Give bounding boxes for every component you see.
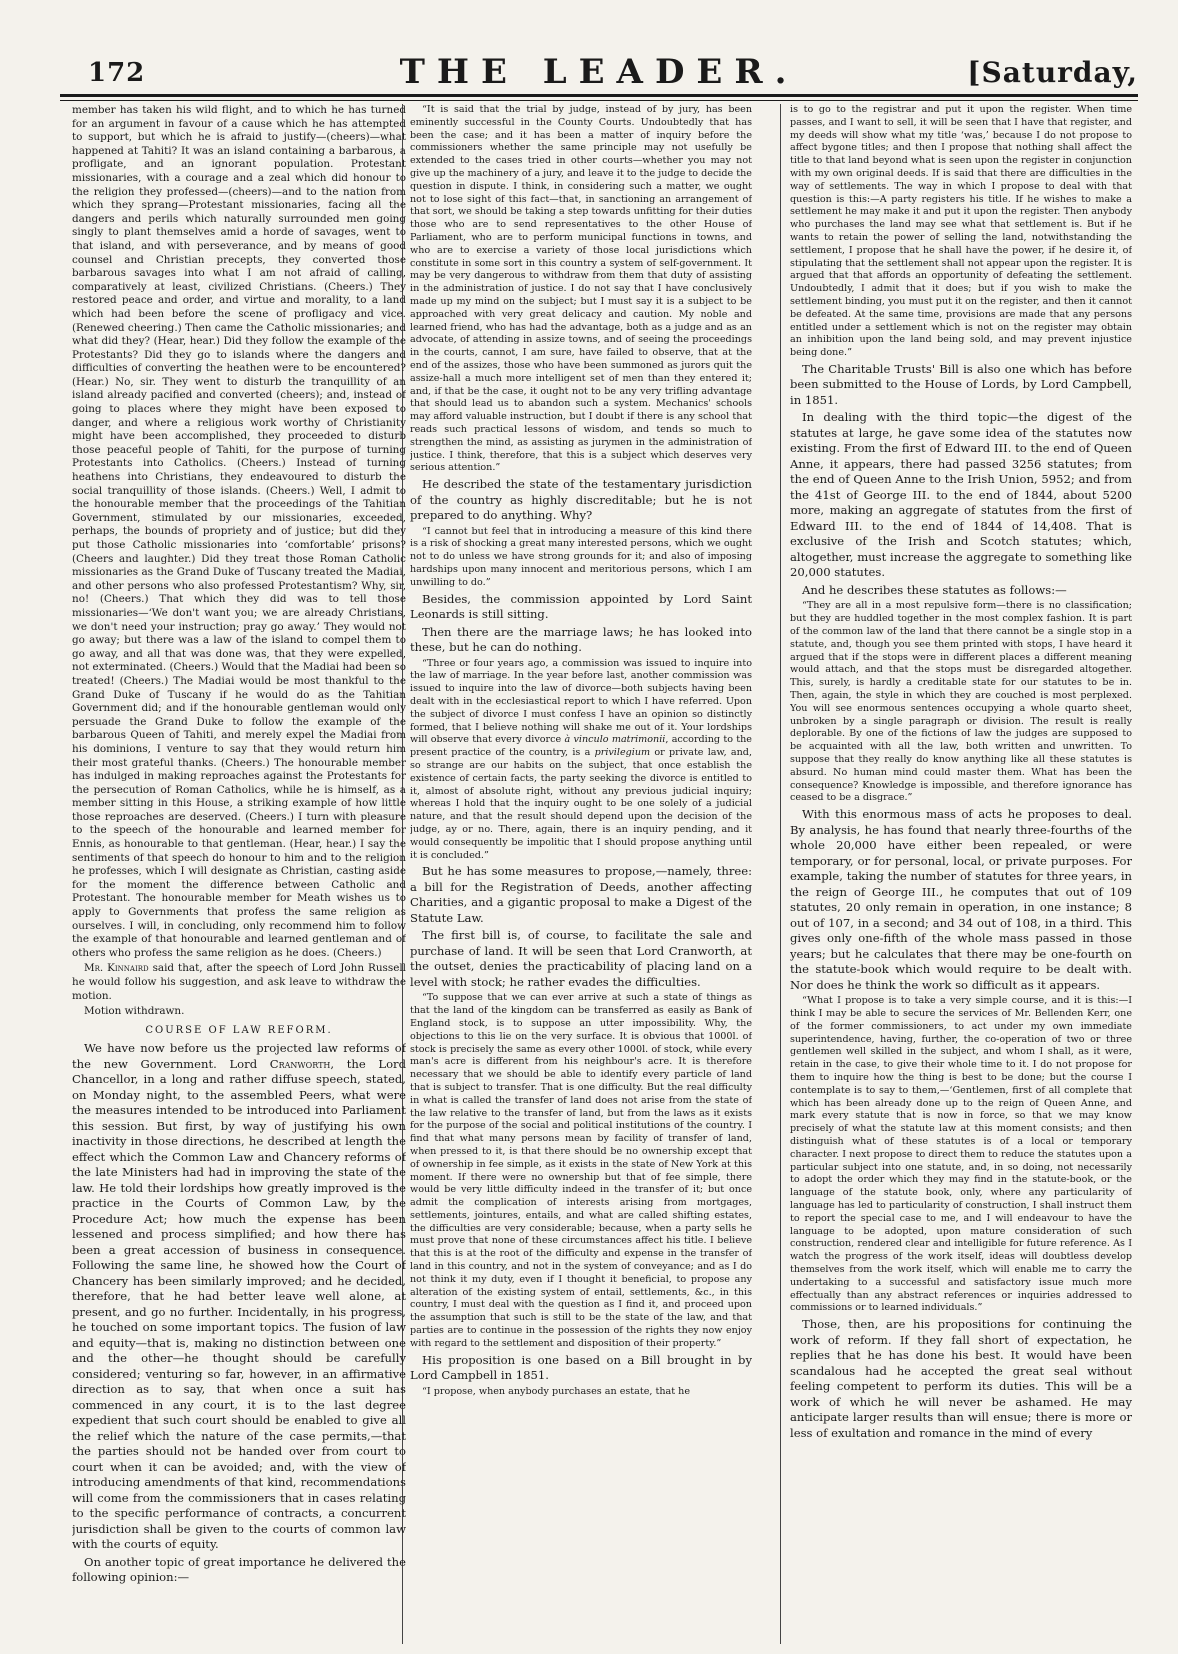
italic-term: privilegium: [594, 747, 651, 759]
paragraph: The first bill is, of course, to facilitate the sale and purchase of land. It will be seen that Lord Cranworth, at the outset, denies the practicability of placing land on a level with stock; he rather evades the difficulties.: [410, 928, 752, 989]
paragraph: His proposition is one based on a Bill brought in by Lord Campbell in 1851.: [410, 1352, 752, 1383]
paragraph: Then there are the marriage laws; he has looked into these, but he can do nothing.: [410, 624, 752, 655]
quotation: “They are all in a most repulsive form—there is no classification; but they are huddled together in the most complex fashion. It is part of the common law of the land that there cannot be a single stop in a statute, and, though you see them printed with stops, I have heard it argued that if the stops were in different places a different meaning would attach, and that the stops must be disregarded altogether. This, surely, is hardly a creditable state for our statutes to be in. Then, again, the style in which they are couched is most perplexed. You will see enormous sentences occupying a whole quarto sheet, unbroken by a single paragraph or division. The result is really deplorable. By one of the fictions of law the judges are supposed to be acquainted with all the law, both written and unwritten. To suppose that they really do know anything like all these statutes is absurd. No human mind could master them. What has been the consequence? Knowledge is impossible, and therefore ignorance has ceased to be a disgrace.”: [790, 600, 1132, 804]
quotation: [410, 658, 752, 863]
person-name: Cranworth: [269, 1056, 331, 1071]
quotation: “It is said that the trial by judge, instead of by jury, has been eminently successful in the County Courts. Undoubtedly that has been the case; and it has been a matter of inquiry before the commissioners whether the same principle may not usefully be extended to the cases tried in other courts—whether you may not give up the machinery of a jury, and leave it to the judge to decide the question in dispute. I think, in considering such a matter, we ought not to lose sight of this fact—that, in sanctioning an arrangement of that sort, we should be taking a step towards unfitting for their duties those who are to send representatives to the other House of Parliament, who are to perform municipal functions in towns, and who are to exercise a variety of those local jurisdictions which constitute in some sort in this country a system of self-government. It may be very dangerous to withdraw from them that duty of assisting in the administration of justice. I do not say that I have conclusively made up my mind on the subject; but I must say it is a subject to be approached with very great delicacy and caution. My noble and learned friend, who has had the advantage, both as a judge and as an advocate, of attending in assize towns, and of seeing the proceedings in the courts, cannot, I am sure, have failed to observe, that at the end of the assizes, those who have been summoned as jurors quit the assize-hall a much more intelligent set of men than they entered it; and, if that be the case, it ought not to be any very trifling advantage that should lead us to abandon such a system. Mechanics' schools may afford valuable instruction, but I doubt if there is any school that reads such practical lessons of wisdom, and tends so much to strengthen the mind, as assisting as jurymen in the administration of justice. I think, therefore, that this is a subject which deserves very serious attention.”: [410, 104, 752, 474]
paragraph: But he has some measures to propose,—namely, three: a bill for the Registration of Deeds, another affecting Charities, and a gigantic proposal to make a Digest of the Statute Law.: [410, 864, 752, 925]
paragraph: Those, then, are his propositions for continuing the work of reform. If they fall short of expectation, he replies that he has done his best. It would have been scandalous had he accepted the great seal without feeling competent to perform its duties. This will be a work of which he will never be ashamed. He may anticipate larger results than will ensue; there is more or less of exultation and romance in the mind of every: [790, 1317, 1132, 1440]
quotation: “I cannot but feel that in introducing a measure of this kind there is a risk of shocking a great many interested persons, which we ought not to do unless we have strong grounds for it; and also of imposing hardships upon many innocent and meritorious persons, which I am unwilling to do.”: [410, 525, 752, 588]
paragraph: [72, 1041, 406, 1553]
column-1: [72, 104, 406, 1644]
paragraph: [72, 962, 406, 1003]
paragraph: member has taken his wild flight, and to which he has turned for an argument in favour of a cause which he has attempted to support, but which he is afraid to justify—(cheers)—what happened at Tahiti? It was an island containing a barbarous, a profligate, and an ignorant population. Protestant missionaries, with a courage and a zeal which did honour to the religion they professed—(cheers)—and to the nation from which they sprang—Protestant missionaries, facing all the dangers and perils which naturally surrounded men going singly to plant themselves amid a horde of savages, went to that island, and with perseverance, and by means of good counsel and Christian precepts, they converted those barbarous savages into what I am not afraid of calling, comparatively at least, civilized Christians. (Cheers.) They restored peace and order, and virtue and morality, to a land which had been before the scene of profligacy and vice. (Renewed cheering.) Then came the Catholic missionaries; and what did they? (Hear, hear.) Did they follow the example of the Protestants? Did they go to islands where the dangers and difficulties of converting the heathen were to be encountered? (Hear.) No, sir. They went to disturb the tranquillity of an island already pacified and converted (cheers); and, instead of going to places where they might have been exposed to danger, and where a religious work worthy of Christianity might have been accomplished, they proceeded to disturb those peaceful people of Tahiti, for the purpose of turning Protestants into Catholics. (Cheers.) Instead of turning heathens into Christians, they endeavoured to disturb the social tranquillity of those islands. (Cheers.) Well, I admit to the honourable member that the proceedings of the Tahitian Government, stimulated by our missionaries, exceeded, perhaps, the bounds of propriety and of justice; but did they put those Catholic missionaries into ‘comfortable’ prisons? (Cheers and laughter.) Did they treat those Roman Catholic missionaries as the Grand Duke of Tuscany treated the Madiai, and other persons who also professed Protestantism? Why, sir, no! (Cheers.) That which they did was to tell those missionaries—‘We don't want you; we are already Christians, we don't need your instruction; pray go away.’ They would not go away; but there was a law of the island to compel them to go away, and all that was done was, that they were expelled, not exterminated. (Cheers.) Would that the Madiai had been so treated! (Cheers.) The Madiai would be most thankful to the Grand Duke of Tuscany if he would do as the Tahitian Government did; and if the honourable gentleman would only persuade the Grand Duke to follow the example of the barbarous Queen of Tahiti, and merely expel the Madiai from his dominions, I venture to say that they would return him their most grateful thanks. (Cheers.) The honourable member has indulged in making reproaches against the Protestants for the persecution of Roman Catholics, while he is himself, as a member sitting in this House, a striking example of how little those reproaches are deserved. (Cheers.) I turn with pleasure to the speech of the honourable and learned member for Ennis, as honourable to that gentleman. (Hear, hear.) I say the sentiments of that speech do honour to him and to the religion he professes, which I will designate as Christian, casting aside for the moment the difference between Catholic and Protestant. The honourable member for Meath wishes us to apply to Governments that profess the same religion as ourselves. I will, in concluding, only recommend him to follow the example of that honourable and learned gentleman and of others who profess the same religion as he does. (Cheers.): [72, 104, 406, 959]
paragraph: Motion withdrawn.: [84, 1005, 185, 1018]
italic-term: à vinculo matrimonii: [564, 734, 666, 746]
paragraph-text: said that, after the speech of Lord John Russell he would follow his suggestion, and ask leave to withdraw the motion.: [72, 962, 406, 1002]
paragraph: The Charitable Trusts' Bill is also one which has before been submitted to the House of Lords, by Lord Campbell, in 1851.: [790, 361, 1132, 407]
paragraph: He described the state of the testamentary jurisdiction of the country as highly discreditable; but he is not prepared to do anything. Why?: [410, 477, 752, 523]
page-number: 172: [88, 58, 146, 88]
paragraph-text: We have now before us the projected law reforms of the new Government. Lord: [72, 1041, 406, 1071]
header-rule-thin: [60, 100, 1138, 101]
column-2: [410, 104, 752, 1644]
issue-day: [Saturday,: [967, 56, 1138, 89]
header-rule-thick: [60, 94, 1138, 97]
column-3: [790, 104, 1132, 1644]
paragraph: On another topic of great importance he delivered the following opinion:—: [72, 1554, 406, 1585]
speaker-name: Mr. Kinnaird: [84, 962, 149, 975]
newspaper-title: THE LEADER.: [399, 52, 799, 92]
paragraph: In dealing with the third topic—the digest of the statutes at large, he gave some idea of the statutes now existing. From the first of Edward III. to the end of Queen Anne, it appears, there had passed 3256 statutes; from the end of Queen Anne to the Irish Union, 5952; and from the 41st of George III. to the end of 1844, about 5200 more, making an aggregate of statutes from the first of Edward III. to the end of 1844 of 14,408. That is exclusive of the Irish and Scotch statutes; which, altogether, must increase the aggregate to something like 20,000 statutes.: [790, 410, 1132, 580]
column-divider: [780, 104, 781, 1644]
paragraph: And he describes these statutes as follows:—: [802, 582, 1067, 597]
quotation: is to go to the registrar and put it upon the register. When time passes, and I want to sell, it will be seen that I have that register, and my deeds will show what my title ‘was,’ because I do not propose to affect bygone titles; and then I propose that nothing shall affect the title to that land beyond what is seen upon the register in conjunction with my own original deeds. If is said that there are difficulties in the way of settlements. The way in which I propose to deal with that question is this:—A party registers his title. If he wishes to make a settlement he may make it and put it upon the register. Then anybody who purchases the land may see what that settlement is. But if he wants to retain the power of selling the land, notwithstanding the settlement, I propose that he shall have the power, if he desire it, of stipulating that the settlement shall not appear upon the register. It is argued that that affords an opportunity of defeating the settlement. Undoubtedly, I admit that it does; but if you wish to make the settlement binding, you must put it on the register, and then it cannot be defeated. At the same time, provisions are made that any persons entitled under a settlement which is not on the register may obtain an inhibition upon the land being sold, and may prevent injustice being done.”: [790, 104, 1132, 359]
quotation: “What I propose is to take a very simple course, and it is this:—I think I may be able to secure the services of Mr. Bellenden Kerr, one of the former commissioners, to act under my own immediate superintendence, having, further, the co-operation of two or three gentlemen well skilled in the subject, and whom I shall, as it were, retain in the case, to give their whole time to it. I do not propose for them to inquire how the thing is best to be done; but the course I contemplate is to say to them,—‘Gentlemen, first of all complete that which has been already done up to the reign of Queen Anne, and mark every statute that is now in force, so that we may know precisely of what the statute law at this moment consists; and then distinguish what of these statutes is of a local or temporary character. I next propose to direct them to reduce the statutes upon a particular subject into one statute, and, in so doing, not necessarily to adopt the order which they may find in the statute-book, or the language of the statute book, only, where any particularity of language has led to particularity of construction, I shall instruct them to report the special case to me, and I will endeavour to have the language to be adopted, upon mature consideration of such construction, rendered clear and intelligible for future reference. As I watch the progress of the work itself, ideas will doubtless develop themselves from the work itself, which will enable me to carry the undertaking to a successful and satisfactory issue much more effectually than any abstract references or inquiries addressed to commissions or to learned individuals.”: [790, 995, 1132, 1314]
section-heading: COURSE OF LAW REFORM.: [145, 1024, 333, 1036]
paragraph: With this enormous mass of acts he proposes to deal. By analysis, he has found that nearly three-fourths of the whole 20,000 have either been repealed, or were temporary, or for personal, local, or private purposes. For example, taking the number of statutes for three years, in the reign of George III., he computes that out of 109 statutes, 20 only remain in operation, in one instance; 8 out of 107, in a second; and 34 out of 108, in a third. This gives only one-fifth of the whole mass passed in those years; but he calculates that there may be one-fourth on the statute-book which would require to be dealt with. Nor does he think the work so difficult as it appears.: [790, 807, 1132, 992]
paragraph: Besides, the commission appointed by Lord Saint Leonards is still sitting.: [410, 591, 752, 622]
quotation: “To suppose that we can ever arrive at such a state of things as that the land of the kingdom can be transferred as easily as Bank of England stock, is to suppose an utter impossibility. Why, the objections to this lie on the very surface. It is obvious that 1000l. of stock is precisely the same as every other 1000l. of stock, while every man's acre is different from his neighbour's acre. It is therefore necessary that we should be able to identify every particle of land that is subject to transfer. That is one difficulty. But the real difficulty in what is called the transfer of land does not arise from the state of the law relative to the transfer of land, but from the laws as it exists for the purpose of the social and political institutions of the country. I find that what many persons mean by facility of transfer of land, when pressed to it, is that there should be no ownership except that of ownership in fee simple, as it exists in the state of New York at this moment. If there were no ownership but that of fee simple, there would be very little difficulty indeed in the transfer of it; but once admit the complication of interests arising from mortgages, settlements, jointures, entails, and what are called shifting estates, the difficulties are very considerable; because, when a party sells he must prove that none of these circumstances affect his title. I believe that this is at the root of the difficulty and expense in the transfer of land in this country, and not in the system of conveyance; and as I do not think it my duty, even if I thought it beneficial, to propose any alteration of the existing system of entail, settlements, &c., in this country, I must deal with the question as I find it, and proceed upon the assumption that such is still to be the state of the law, and that parties are to continue in the possession of the rights they now enjoy with regard to the settlement and disposition of their property.”: [410, 992, 752, 1349]
paragraph-text: , the Lord Chancellor, in a long and rather diffuse speech, stated, on Monday night, to the assembled Peers, what were the measures intended to be introduced into Parliament this session. But first, by way of justifying his own inactivity in those directions, he described at length the effect which the Common Law and Chancery reforms of the late Ministers had had in improving the state of the law. He told their lordships how greatly improved is the practice in the Courts of Common Law, by the Procedure Act; how much the expense has been lessened and process simplified; and how there has been a great accession of business in consequence. Following the same line, he showed how the Court of Chancery has been similarly improved; and he decided, therefore, that he had better leave well alone, at present, and go no further. Incidentally, in his progress, he touched on some important topics. The fusion of law and equity—that is, making no distinction between one and the other—he thought should be carefully considered; venturing so far, however, in an affirmative direction as to say, that when once a suit has commenced in any court, it is to the last degree expedient that such court should be enabled to give all the relief which the nature of the case permits,—that the parties should not be handed over from court to court when it can be avoided; and, with the view of introducing amendments of that kind, recommendations will come from the commissioners that in cases relating to the specific performance of contracts, a concurrent jurisdiction shall be given to the courts of common law with the courts of equity.: [72, 1056, 406, 1552]
page-header: [60, 42, 1138, 92]
quotation-text: “Three or four years ago, a commission was issued to inquire into the law of marriage. In the year before last, another commission was issued to inquire into the law of divorce—both subjects having been dealt with in the ecclesiastical report to which I have referred. Upon the subject of divorce I must confess I have an opinion so distinctly formed, that I believe nothing will shake me out of it. Your lordships will observe that every divorce: [410, 657, 752, 746]
quotation-text: , according to the present practice of the country, is a: [410, 734, 752, 759]
quotation-text: or private law, and, so strange are our habits on the subject, that once establish the existence of certain facts, the party seeking the divorce is entitled to it, almost of absolute right, without any previous judicial inquiry; whereas I hold that the inquiry ought to be one solely of a judicial nature, and that the result should depend upon the decision of the judge, ay or no. There, again, there is an inquiry pending, and it would consequently be impolitic that I should propose anything until it is concluded.”: [410, 747, 752, 861]
quotation: “I propose, when anybody purchases an estate, that he: [422, 1385, 691, 1397]
